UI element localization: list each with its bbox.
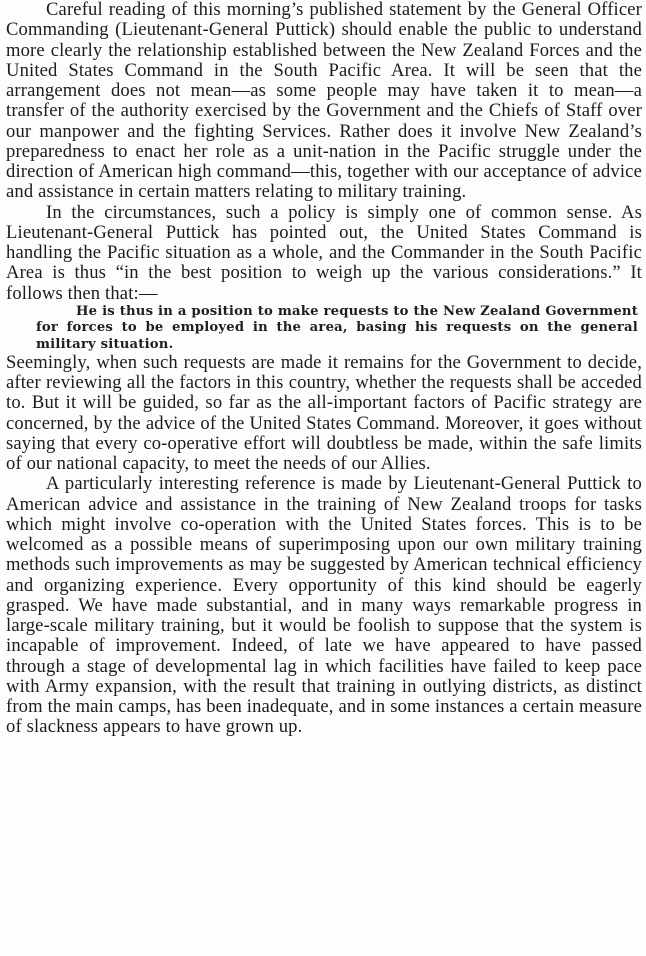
article-column <box>6 0 642 738</box>
article-paragraph-final: A particularly interesting reference is made by Lieutenant-General Puttick to American advice and assistance in the training of New Zealand troops for tasks which might involve co-operation with the United States forces. This is to be welcomed as a possible means of superimposing upon our own military training methods such improvements as may be suggested by American technical efficiency and organizing experience. Every opportunity of this kind should be eagerly grasped. We have made substantial, and in many ways remarkable progress in large-scale military training, but it would be foolish to suppose that the system is incapable of improvement. Indeed, of late we have appeared to have passed through a stage of developmental lag in which facilities have failed to keep pace with Army expansion, with the result that training in outlying districts, as distinct from the main camps, has been inadequate, and in some instances a certain measure of slackness appears to have grown up. <box>6 473 642 738</box>
block-quote: He is thus in a position to make requests to the New Zealand Government for forces to be employed in the area, basing his requests on the general military situation. <box>36 303 638 352</box>
article-paragraph-continuation: Seemingly, when such requests are made it remains for the Government to decide, after reviewing all the factors in this country, whether the requests shall be acceded to. But it will be guided, so far as the all-important factors of Pacific strategy are concerned, by the advice of the United States Command. Moreover, it goes without saying that every co-operative effort will doubtless be made, within the safe limits of our national capacity, to meet the needs of our Allies. <box>6 351 642 475</box>
article-paragraph-2: In the circumstances, such a policy is simply one of common sense. As Lieutenant-General Puttick has pointed out, the United States Command is handling the Pacific situation as a whole, and the Commander in the South Pacific Area is thus “in the best position to weigh up the various considerations.” It follows then that:— <box>6 201 642 304</box>
article-paragraph-1: Careful reading of this morning’s published statement by the General Officer Commanding (Lieutenant-General Puttick) should enable the public to understand more clearly the relationship established between the New Zealand Forces and the United States Command in the South Pacific Area. It will be seen that the arrangement does not mean—as some people may have taken it to mean—a transfer of the authority exercised by the Government and the Chiefs of Staff over our manpower and the fighting Services. Rather does it involve New Zealand’s preparedness to enact her role as a unit-nation in the Pacific struggle under the direction of American high command—this, together with our acceptance of advice and assistance in certain matters relating to military training. <box>6 0 642 203</box>
